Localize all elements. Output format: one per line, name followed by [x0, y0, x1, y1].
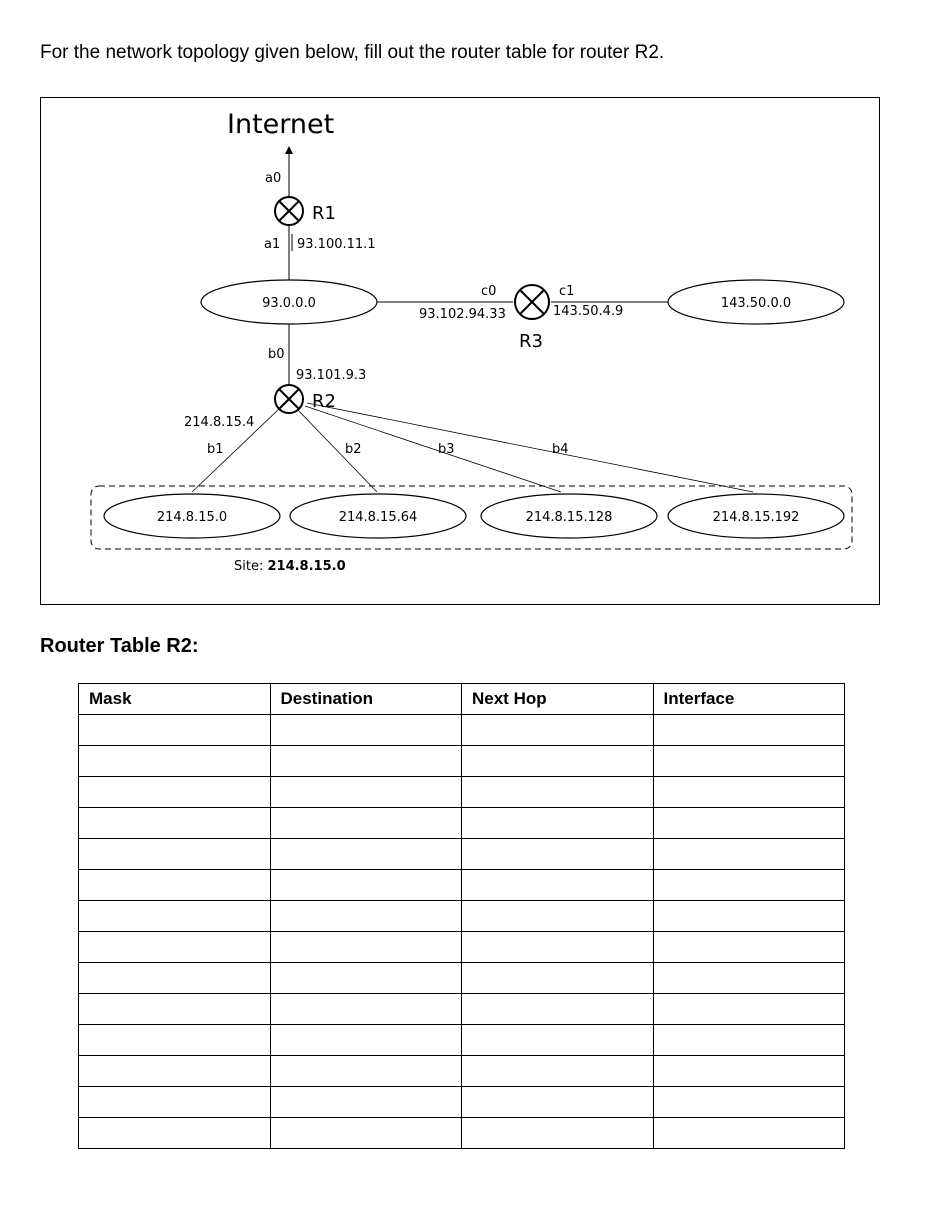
r2-b1-address: 214.8.15.4	[184, 415, 255, 430]
cell-next-hop[interactable]	[462, 1025, 654, 1056]
table-row	[79, 870, 845, 901]
question-text: For the network topology given below, fill out the router table for router R2.	[40, 42, 665, 63]
link-r2-sub64	[297, 409, 377, 492]
router-r1-icon	[275, 197, 303, 225]
cell-interface[interactable]	[653, 1118, 845, 1149]
site-caption	[234, 559, 346, 574]
cell-mask[interactable]	[79, 1118, 271, 1149]
cell-destination[interactable]	[270, 901, 462, 932]
router-r2-icon	[275, 385, 303, 413]
r2-b0-address: 93.101.9.3	[296, 368, 367, 383]
header-next-hop: Next Hop	[462, 684, 654, 715]
cell-mask[interactable]	[79, 994, 271, 1025]
cell-mask[interactable]	[79, 777, 271, 808]
router-r1-label: R1	[312, 203, 336, 224]
router-table	[78, 683, 845, 1149]
cell-destination[interactable]	[270, 932, 462, 963]
cell-destination[interactable]	[270, 839, 462, 870]
router-r3-label: R3	[519, 331, 543, 352]
cell-mask[interactable]	[79, 932, 271, 963]
internet-label: Internet	[227, 109, 335, 140]
cell-mask[interactable]	[79, 746, 271, 777]
header-destination: Destination	[270, 684, 462, 715]
link-r2-sub192	[307, 403, 753, 492]
cell-next-hop[interactable]	[462, 994, 654, 1025]
cell-interface[interactable]	[653, 746, 845, 777]
cell-next-hop[interactable]	[462, 808, 654, 839]
subnet-0-label: 214.8.15.0	[156, 510, 228, 525]
cell-interface[interactable]	[653, 839, 845, 870]
cell-next-hop[interactable]	[462, 839, 654, 870]
cell-next-hop[interactable]	[462, 746, 654, 777]
network-143-label: 143.50.0.0	[720, 296, 792, 311]
cell-next-hop[interactable]	[462, 932, 654, 963]
header-interface: Interface	[653, 684, 845, 715]
table-row	[79, 994, 845, 1025]
cell-destination[interactable]	[270, 1118, 462, 1149]
interface-b2-label: b2	[345, 442, 362, 457]
cell-next-hop[interactable]	[462, 963, 654, 994]
table-row	[79, 808, 845, 839]
cell-mask[interactable]	[79, 963, 271, 994]
cell-destination[interactable]	[270, 1025, 462, 1056]
cell-mask[interactable]	[79, 1025, 271, 1056]
cell-mask[interactable]	[79, 839, 271, 870]
topology-diagram	[41, 98, 879, 604]
r3-c0-address: 93.102.94.33	[419, 307, 506, 322]
cell-interface[interactable]	[653, 870, 845, 901]
cell-interface[interactable]	[653, 1056, 845, 1087]
cell-interface[interactable]	[653, 901, 845, 932]
cell-interface[interactable]	[653, 994, 845, 1025]
cell-destination[interactable]	[270, 808, 462, 839]
cell-next-hop[interactable]	[462, 777, 654, 808]
cell-destination[interactable]	[270, 1056, 462, 1087]
interface-c0-label: c0	[481, 284, 497, 299]
interface-a0-label: a0	[265, 171, 282, 186]
cell-mask[interactable]	[79, 1087, 271, 1118]
cell-interface[interactable]	[653, 963, 845, 994]
table-row	[79, 932, 845, 963]
link-r2-sub128	[305, 406, 561, 492]
site-label: Site:	[234, 559, 264, 574]
table-row	[79, 963, 845, 994]
site-value: 214.8.15.0	[267, 559, 346, 574]
table-row	[79, 1025, 845, 1056]
cell-interface[interactable]	[653, 777, 845, 808]
interface-a1-label: a1	[264, 237, 281, 252]
cell-mask[interactable]	[79, 808, 271, 839]
cell-mask[interactable]	[79, 715, 271, 746]
subnet-128-label: 214.8.15.128	[525, 510, 613, 525]
cell-destination[interactable]	[270, 715, 462, 746]
cell-mask[interactable]	[79, 870, 271, 901]
router-table-body	[79, 715, 845, 1149]
cell-interface[interactable]	[653, 1087, 845, 1118]
table-row	[79, 715, 845, 746]
cell-destination[interactable]	[270, 1087, 462, 1118]
r3-c1-address: 143.50.4.9	[553, 304, 624, 319]
interface-c1-label: c1	[559, 284, 575, 299]
router-table-header-row	[79, 684, 845, 715]
router-table-title: Router Table R2:	[40, 635, 199, 657]
table-row	[79, 1087, 845, 1118]
cell-next-hop[interactable]	[462, 901, 654, 932]
subnet-64-label: 214.8.15.64	[338, 510, 418, 525]
cell-mask[interactable]	[79, 901, 271, 932]
router-r3-icon	[515, 285, 549, 319]
table-row	[79, 777, 845, 808]
cell-mask[interactable]	[79, 1056, 271, 1087]
interface-b0-label: b0	[268, 347, 285, 362]
table-row	[79, 1118, 845, 1149]
cell-interface[interactable]	[653, 1025, 845, 1056]
header-mask: Mask	[79, 684, 271, 715]
table-row	[79, 746, 845, 777]
cell-next-hop[interactable]	[462, 1056, 654, 1087]
interface-b3-label: b3	[438, 442, 455, 457]
network-93-label: 93.0.0.0	[262, 296, 316, 311]
cell-destination[interactable]	[270, 994, 462, 1025]
table-row	[79, 1056, 845, 1087]
topology-diagram-frame	[40, 97, 880, 605]
cell-next-hop[interactable]	[462, 870, 654, 901]
r1-a1-address: 93.100.11.1	[297, 237, 376, 252]
table-row	[79, 901, 845, 932]
cell-next-hop[interactable]	[462, 1118, 654, 1149]
router-r2-label: R2	[312, 391, 336, 412]
interface-b4-label: b4	[552, 442, 569, 457]
cell-next-hop[interactable]	[462, 715, 654, 746]
cell-interface[interactable]	[653, 808, 845, 839]
table-row	[79, 839, 845, 870]
cell-interface[interactable]	[653, 932, 845, 963]
subnet-192-label: 214.8.15.192	[712, 510, 800, 525]
cell-interface[interactable]	[653, 715, 845, 746]
cell-next-hop[interactable]	[462, 1087, 654, 1118]
cell-destination[interactable]	[270, 963, 462, 994]
cell-destination[interactable]	[270, 746, 462, 777]
cell-destination[interactable]	[270, 777, 462, 808]
interface-b1-label: b1	[207, 442, 224, 457]
cell-destination[interactable]	[270, 870, 462, 901]
